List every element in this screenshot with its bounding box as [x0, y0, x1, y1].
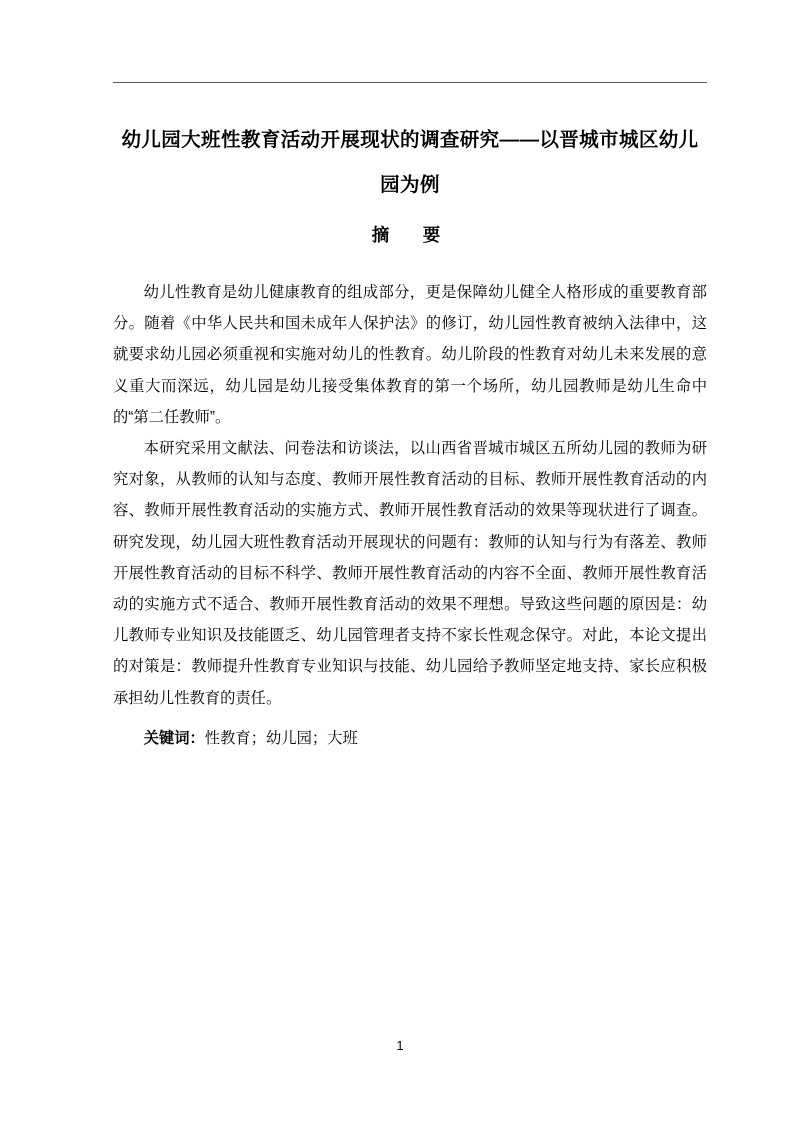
abstract-paragraph: 本研究采用文献法、问卷法和访谈法，以山西省晋城市城区五所幼儿园的教师为研究对象，从教师的认知与态度、教师开展性教育活动的目标、教师开展性教育活动的内容、教师开展性教育活动的实施方式、教师开展性教育活动的效果等现状进行了调查。研究发现，幼儿园大班性教育活动开展现状的问题有：教师的认知与行为有落差、教师开展性教育活动的目标不科学、教师开展性教育活动的内容不全面、教师开展性教育活动的实施方式不适合、教师开展性教育活动的效果不理想。导致这些问题的原因是：幼儿教师专业知识及技能匮乏、幼儿园管理者支持不家长性观念保守。对此，本论文提出的对策是：教师提升性教育专业知识与技能、幼儿园给予教师坚定地支持、家长应积极承担幼儿性教育的责任。 — [113, 440, 707, 707]
abstract-body — [113, 277, 707, 714]
abstract-paragraph: 幼儿性教育是幼儿健康教育的组成部分，更是保障幼儿健全人格形成的重要教育部分。随着《中华人民共和国未成年人保护法》的修订，幼儿园性教育被纳入法律中，这就要求幼儿园必须重视和实施对幼儿的性教育。幼儿阶段的性教育对幼儿未来发展的意义重大而深远，幼儿园是幼儿接受集体教育的第一个场所，幼儿园教师是幼儿生命中的“第二任教师”。 — [113, 284, 707, 426]
page-number: 1 — [396, 1038, 404, 1053]
abstract-heading: 摘 要 — [371, 225, 449, 245]
keywords-value: 性教育；幼儿园；大班 — [204, 730, 358, 747]
page-title: 幼儿园大班性教育活动开展现状的调查研究——以晋城市城区幼儿园为例 — [121, 129, 699, 196]
keywords-label: 关键词： — [143, 730, 205, 747]
keywords-line — [113, 723, 707, 754]
header-divider — [113, 82, 707, 83]
